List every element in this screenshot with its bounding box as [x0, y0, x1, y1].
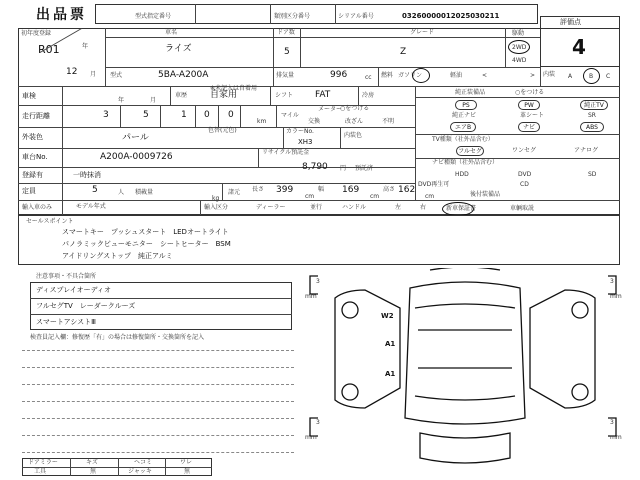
import-label: 輸入車のみ [22, 204, 53, 211]
shift-label: シフト [275, 92, 294, 99]
equip-airbag: エアB [450, 122, 476, 132]
damage-mark-a1: A1 [385, 370, 396, 378]
interior-b-circle [583, 68, 600, 84]
displacement-label: 排気量 [276, 72, 295, 79]
footer-label: ヘコミ [134, 459, 153, 466]
dims-label: 諸元 [228, 189, 241, 196]
footer-value: 工具 [34, 468, 47, 475]
equip-tv: 純正TV [580, 100, 608, 110]
equip-leather: 革シート [520, 112, 545, 119]
mile-label: マイル [281, 112, 299, 119]
retrofit-title: 後付装備品 [470, 191, 501, 198]
chassis-label: 車台No. [22, 153, 48, 161]
meter-option: 改ざん [345, 118, 364, 125]
chassis: A200A-0009726 [100, 152, 173, 162]
tv-fullseg: フルセグ [456, 146, 484, 156]
model-label: 型式 [110, 72, 123, 79]
tire-depth: 3 [610, 419, 614, 426]
length: 399 [276, 185, 294, 195]
mileage-digit: 0 [228, 110, 234, 120]
load-label: 積載量 [135, 189, 154, 196]
car-name-label: 車名 [165, 29, 178, 36]
sales-point-line: スマートキー プッシュスタート LEDオートライト [62, 228, 229, 236]
width: 169 [342, 185, 360, 195]
recycle-amount: 8,790 [302, 162, 328, 172]
serial-label: シリアル番号 [338, 13, 374, 20]
nav-hdd: HDD [455, 171, 469, 178]
mileage-digit: 5 [143, 110, 149, 120]
displacement: 996 [330, 70, 348, 80]
note-item: スマートアシストⅢ [36, 318, 96, 326]
handle-label: ハンドル [342, 204, 367, 211]
type-designation-label: 型式指定番号 [135, 13, 172, 20]
dvd-label: DVD再生可 [418, 181, 450, 188]
int-color-label: 内装色 [344, 132, 363, 139]
sales-point-line: アイドリングストップ 純正アルミ [62, 252, 173, 260]
sales-points-title: セールスポイント [26, 218, 74, 225]
grade-score: 4 [572, 35, 586, 59]
retrofit-manual: 車輌取説 [510, 205, 535, 212]
equip-sr: SR [588, 112, 596, 119]
capacity: 5 [92, 185, 98, 195]
inspector-note: 検査員記入欄：修復歴「有」の場合は修復箇所・交換箇所を記入 [30, 334, 205, 341]
recycle-label: リサイクル預託金 [262, 149, 310, 156]
doors-label: ドア数 [277, 29, 295, 36]
fuel-light-oil: 軽油 [450, 72, 463, 79]
sales-point-line: パノラミックビューモニター シートヒーター BSM [62, 240, 231, 248]
note-item: ディスプレイオーディオ [36, 286, 112, 294]
ac-label: 冷房 [362, 92, 375, 99]
footer-value: ジャッキ [128, 468, 152, 475]
nav-title: ナビ種類（社外品含む） [432, 159, 499, 166]
drive-label: 駆動 [512, 30, 525, 37]
auction-sheet: 出品票 型式指定番号 類別区分番号 シリアル番号 03260000012025030211 評価点 4 初年度登録 R01 年 12 月 車名 ライズ ドア数 5 グレード Z 駆動 2WD 4WD 型式 5BA-A200A 排気量 996 cc 燃料 ガソリン 軽油 < > 内装 A B C 車検 年 月 車歴 自家用 ※未記入は自着用 シフト FAT 冷房 走行距離 3 5 1 0 0 km マイル メーター ○をつける 交換 改ざん 不明 外装色 パール 色替(元色) カラーNo. XH3 内装色 車台No. A200A-0009726 リサイクル預託金 8,790 円 登録有 一時抹消 預託済 定員 5 人 積載量 kg 諸元 長さ 399 cm 幅 169 cm 高さ 162 cm 輸入車のみ モデル年式 輸入区分 ディーラー 並行 ハンドル 左 右 純正装備品 ○をつける PS PW 純正TV 純正ナビ 革シート SR エアB ナビ ABS TV種類（社外品含む） フルセグ ワンセグ アナログ ナビ種類（社外品含む） HDD DVD SD DVD再生可 CD 後付装備品 新車保証書 車輌取説 セールスポイント スマートキー プッシュスタート LEDオートライト パノラミックビューモニター シートヒーター BSM アイドリングストップ 純正アルミ 注意事項・不具合箇所 ディスプレイオーディオ フルセグTV レーダークルーズ スマートアシストⅢ 検査員記入欄：修復歴「有」の場合は修復箇所・交換箇所を記入 W2 A1 A1 3 mm 3 mm 3 mm 3 mm ドアミラー キズ ヘコミ ワレ 工具 無 ジャッキ 無 [0, 0, 640, 480]
grade-score-label: 評価点 [560, 18, 581, 26]
meter-label: メーター [318, 106, 343, 113]
import-category-label: 輸入区分 [204, 204, 229, 211]
interior-a: A [568, 73, 573, 80]
equip-navi: ナビ [518, 122, 540, 132]
footer-value: 無 [184, 468, 191, 475]
sheet-title: 出品票 [36, 7, 87, 23]
tv-title: TV種類（社外品含む） [432, 136, 494, 143]
mileage-label: 走行距離 [22, 112, 50, 120]
usage-label: 車歴 [175, 92, 188, 99]
tv-analog: アナログ [574, 147, 599, 154]
first-reg-month: 12 [66, 67, 78, 77]
notes-title: 注意事項・不具合箇所 [36, 273, 97, 280]
tire-depth: 3 [316, 419, 320, 426]
footer-label: ドアミラー [28, 459, 58, 466]
inspection-label: 車検 [22, 92, 36, 100]
interior-c: C [606, 73, 611, 80]
tire-depth: 3 [316, 278, 320, 285]
category-label: 類別区分番号 [274, 13, 311, 20]
equip-abs: ABS [580, 122, 604, 132]
drive-4wd: 4WD [512, 57, 527, 64]
ext-color: パール [122, 133, 149, 143]
grade: Z [400, 47, 407, 57]
mileage-digit: 3 [103, 110, 109, 120]
note-item: フルセグTV レーダークルーズ [36, 302, 136, 310]
first-reg-era: R01 [38, 43, 60, 56]
registration-value: 一時抹消 [73, 171, 101, 179]
usage: 自家用 [210, 90, 238, 100]
retrofit-warranty: 新車保証書 [446, 205, 477, 212]
model: 5BA-A200A [158, 70, 209, 80]
color-no-label: カラーNo. [286, 128, 314, 135]
mileage-unit: km [257, 118, 267, 125]
footer-value: 無 [90, 468, 97, 475]
damage-mark-a1: A1 [385, 340, 396, 348]
cd-label: CD [520, 181, 529, 188]
shift: FAT [315, 90, 331, 100]
mileage-digit: 1 [181, 110, 187, 120]
original-color-label: 色替(元色) [208, 127, 237, 134]
equipment-title: 純正装備品 [455, 89, 486, 96]
color-no: XH3 [298, 138, 313, 146]
warranty-circle [442, 202, 477, 216]
interior-b: B [589, 73, 594, 80]
fuel-label: 燃料 [381, 72, 394, 79]
interior-label: 内装 [543, 71, 556, 78]
tire-depth: 3 [610, 278, 614, 285]
nav-dvd: DVD [518, 171, 532, 178]
footer-label: キズ [86, 459, 98, 466]
tv-oneseg: ワンセグ [512, 147, 537, 154]
fuel-gasoline: ガソリン [398, 72, 423, 79]
grade-label: グレード [410, 29, 435, 36]
first-reg-label: 初年度登録 [21, 30, 52, 37]
ext-color-label: 外装色 [22, 133, 43, 141]
equip-pw: PW [518, 100, 540, 110]
meter-option: 交換 [308, 118, 321, 125]
car-damage-diagram [290, 268, 640, 480]
equip-ps: PS [455, 100, 477, 110]
mileage-digit: 0 [204, 110, 210, 120]
recycle-status: 預託済 [355, 165, 374, 172]
nav-sd: SD [588, 171, 597, 178]
fuel-gasoline-circle [412, 68, 430, 83]
drive-2wd: 2WD [512, 44, 527, 51]
doors: 5 [284, 47, 290, 57]
capacity-label: 定員 [22, 187, 36, 195]
damage-mark-w2: W2 [381, 312, 394, 320]
serial-number: 03260000012025030211 [402, 12, 500, 20]
footer-label: ワレ [180, 459, 193, 466]
model-year-label: モデル年式 [76, 203, 106, 210]
car-name: ライズ [165, 44, 192, 54]
equip-nav: 純正ナビ [452, 112, 477, 119]
registration-label: 登録有 [22, 171, 43, 179]
meter-option: 不明 [382, 118, 395, 125]
height: 162 [398, 185, 416, 195]
drive-2wd-circle [508, 40, 530, 54]
